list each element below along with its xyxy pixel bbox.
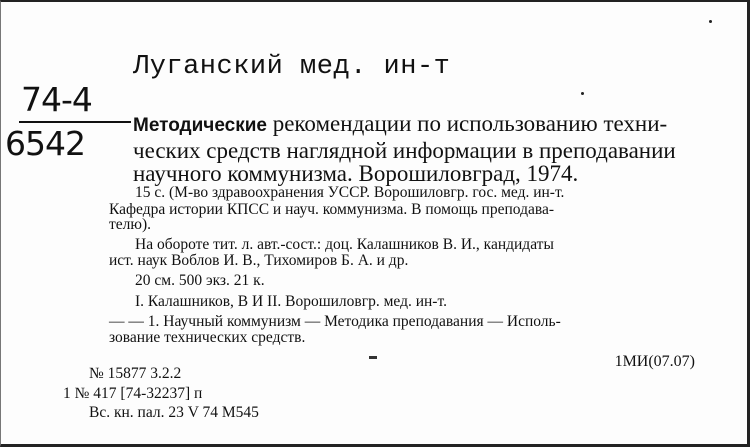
registration-line-2: 1 № 417 [74-32237] п [63,385,203,402]
registration-line-3: Вс. кн. пал. 23 V 74 М545 [89,404,259,421]
classification-code: 1МИ(07.07) [614,353,695,370]
tracing-line-3: зование технических средств. [109,329,306,346]
registration-line-1: № 15877 3.2.2 [89,365,182,382]
title-lead-word: Методические [133,115,267,136]
collation-line-2: Кафедра истории КПСС и науч. коммунизма. В помощь преподава- [109,201,555,218]
collation-line-3: телю). [109,216,152,233]
tracing-line-1: I. Калашников, В И II. Ворошиловгр. мед. ин-т. [135,293,447,310]
handwritten-divider-line [19,121,131,123]
title-line-1-text: рекомендации по использованию техни- [266,111,668,136]
speck [581,92,584,95]
format-line: 20 см. 500 экз. 21 к. [135,272,265,289]
collation-line-1: 15 с. (М-во здравоохранения УССР. Ворошиловгр. гос. мед. ин-т. [135,184,565,201]
institution-heading: Луганский мед. ин-т [133,52,451,82]
stray-ink-mark [369,356,377,359]
title-line-2: ческих средств наглядной информации в преподавании [133,138,676,163]
verso-note-line-2: ист. наук Воблов И. В., Тихомиров Б. А. и др. [109,252,409,269]
handwritten-call-number-top: 74-4 [21,80,92,119]
handwritten-call-number-bottom: 6542 [5,124,85,163]
title-line-1 [133,111,667,137]
verso-note-line-1: На обороте тит. л. авт.-сост.: доц. Калашников В. И., кандидаты [135,236,554,253]
speck [709,20,712,23]
title-line-3: научного коммунизма. Ворошиловград, 1974. [133,161,579,186]
tracing-line-2: — — 1. Научный коммунизм — Методика преподавания — Исполь- [109,313,561,330]
